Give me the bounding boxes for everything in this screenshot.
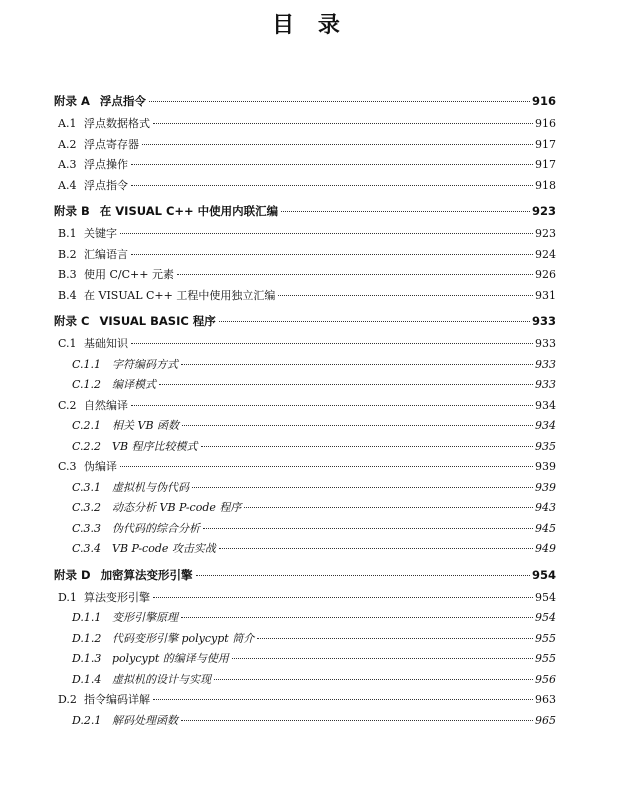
- toc-section-entry[interactable]: [0, 520, 620, 541]
- toc-entry-label: [58, 458, 117, 474]
- dot-leader: [257, 638, 533, 639]
- toc-entry-label: [72, 540, 216, 556]
- toc-entry-label: [58, 266, 174, 282]
- dot-leader: [196, 575, 530, 576]
- toc-entry-title: 字符编码方式: [112, 357, 178, 371]
- toc-page-number: 917: [535, 137, 556, 151]
- toc-entry-number: C.3.4: [72, 542, 102, 555]
- toc-page-number: 935: [535, 439, 556, 453]
- toc-page-number: 933: [535, 337, 556, 350]
- toc-entry-title: VB 程序比较模式: [112, 439, 198, 453]
- toc-entry-title: 在 VISUAL C++ 中使用内联汇编: [99, 204, 279, 218]
- page-title: 目 录: [272, 13, 348, 38]
- toc-entry-title: 动态分析 VB P-code 程序: [112, 501, 242, 514]
- dot-leader: [120, 233, 533, 234]
- toc-section-entry[interactable]: [0, 397, 620, 418]
- toc-entry-number: D.1.3: [72, 652, 102, 665]
- dot-leader: [159, 384, 533, 385]
- toc-entry-label: [58, 691, 150, 707]
- toc-entry-number: C.1: [58, 337, 77, 350]
- dot-leader: [219, 321, 530, 322]
- toc-entry-number: C.1.2: [72, 378, 102, 391]
- toc-entry-number: 附录 A: [54, 94, 90, 108]
- dot-leader: [281, 211, 530, 212]
- toc-page-number: 926: [535, 268, 556, 281]
- toc-section-entry[interactable]: [0, 266, 620, 287]
- toc-section-entry[interactable]: [0, 650, 620, 671]
- toc-section-entry[interactable]: [0, 499, 620, 520]
- toc-page-number: 934: [535, 419, 556, 432]
- toc-entry-title: 关键字: [84, 227, 117, 240]
- toc-page-number: 965: [535, 713, 556, 727]
- toc-entry-title: 自然编译: [84, 398, 128, 412]
- toc-entry-label: [72, 630, 254, 646]
- toc-entry-number: A.3: [58, 158, 77, 171]
- toc-chapter-entry[interactable]: [0, 203, 620, 225]
- toc-page-number: 923: [531, 204, 556, 218]
- toc-entry-number: C.3.2: [72, 501, 102, 514]
- toc-page-number: 956: [535, 672, 556, 686]
- toc-page-number: 954: [535, 590, 556, 604]
- toc-entry-label: [58, 225, 117, 241]
- toc-page-number: 916: [535, 117, 556, 130]
- toc-section-entry[interactable]: [0, 177, 620, 198]
- dot-leader: [181, 617, 533, 618]
- toc-entry-title: 伪代码的综合分析: [112, 521, 200, 535]
- toc-entry-label: [72, 499, 241, 515]
- toc-section-entry[interactable]: [0, 691, 620, 712]
- toc-entry-number: D.2.1: [72, 713, 102, 727]
- toc-entry-label: [58, 246, 128, 262]
- toc-entry-number: D.1.2: [72, 631, 102, 645]
- toc-entry-number: C.3.1: [72, 480, 102, 494]
- toc-entry-number: A.2: [58, 137, 77, 151]
- toc-entry-title: 浮点寄存器: [84, 137, 139, 151]
- toc-entry-title: 在 VISUAL C++ 工程中使用独立汇编: [84, 288, 276, 302]
- dot-leader: [131, 254, 533, 255]
- toc-entry-title: 虚拟机的设计与实现: [112, 672, 211, 686]
- toc-section-entry[interactable]: [0, 671, 620, 692]
- toc-entry-label: [58, 115, 150, 131]
- toc-entry-title: 浮点数据格式: [84, 117, 150, 130]
- dot-leader: [153, 699, 533, 700]
- toc-entry-number: C.3: [58, 460, 77, 473]
- toc-entry-label: [72, 376, 156, 392]
- toc-entry-number: D.1.4: [72, 672, 102, 686]
- dot-leader: [203, 528, 533, 529]
- toc-entry-label: [58, 287, 275, 303]
- toc-entry-title: VB P-code 攻击实战: [112, 542, 216, 555]
- toc-entry-title: 浮点指令: [84, 178, 128, 192]
- toc-entry-title: 编译模式: [112, 378, 156, 391]
- toc-entry-label: [54, 567, 193, 583]
- toc-section-entry[interactable]: [0, 479, 620, 500]
- toc-page-number: 933: [531, 314, 556, 328]
- toc-entry-number: A.4: [58, 178, 77, 192]
- dot-leader: [182, 425, 533, 426]
- dot-leader: [278, 295, 533, 296]
- toc-entry-number: C.2: [58, 398, 77, 412]
- toc-entry-label: [58, 397, 128, 413]
- toc-section-entry[interactable]: [0, 376, 620, 397]
- dot-leader: [142, 144, 533, 145]
- toc-page-number: 917: [535, 158, 556, 171]
- dot-leader: [153, 123, 533, 124]
- toc-page-number: 955: [535, 652, 556, 665]
- toc-entry-number: D.2: [58, 693, 77, 706]
- dot-leader: [149, 101, 530, 102]
- toc-entry-title: 相关 VB 函数: [112, 419, 180, 432]
- dot-leader: [177, 274, 533, 275]
- toc-entry-label: [54, 203, 278, 219]
- toc-entry-label: [72, 438, 198, 454]
- toc-entry-title: 指令编码详解: [84, 693, 150, 706]
- toc-page-number: 939: [535, 460, 556, 473]
- dot-leader: [120, 466, 533, 467]
- toc-section-entry[interactable]: [0, 246, 620, 267]
- toc-entry-label: [72, 417, 179, 433]
- toc-entry-number: 附录 D: [54, 567, 91, 582]
- toc-entry-number: 附录 B: [54, 204, 90, 218]
- toc-page-number: 955: [535, 631, 556, 645]
- toc-entry-number: D.1: [58, 590, 77, 604]
- toc-entry-title: 代码变形引擎 polycypt 简介: [112, 631, 255, 645]
- toc-page-number: 923: [535, 227, 556, 240]
- toc-entry-number: B.2: [58, 247, 77, 261]
- toc-entry-number: D.1.1: [72, 611, 102, 624]
- toc-entry-label: [58, 335, 128, 351]
- toc-entry-label: [72, 520, 200, 536]
- toc-entry-title: 基础知识: [84, 337, 128, 350]
- toc-entry-title: 使用 C/C++ 元素: [84, 268, 174, 281]
- dot-leader: [244, 507, 533, 508]
- toc-entry-label: [58, 177, 128, 193]
- toc-entry-label: [58, 156, 128, 172]
- toc-entry-number: C.3.3: [72, 521, 102, 535]
- dot-leader: [131, 405, 533, 406]
- toc-section-entry[interactable]: [0, 115, 620, 136]
- toc-entry-title: 伪编译: [84, 460, 117, 473]
- toc-entry-title: 虚拟机与伪代码: [112, 480, 189, 494]
- toc-entry-number: A.1: [58, 117, 77, 130]
- toc-entry-title: 汇编语言: [84, 247, 128, 261]
- toc-entry-title: 浮点操作: [84, 158, 128, 171]
- toc-entry-title: 加密算法变形引擎: [100, 567, 193, 582]
- toc-entry-label: [58, 136, 139, 152]
- toc-entry-label: [72, 712, 178, 728]
- toc-page-number: 924: [535, 247, 556, 261]
- dot-leader: [181, 720, 533, 721]
- toc-section-entry[interactable]: [0, 458, 620, 479]
- toc-entry-label: [72, 671, 211, 687]
- toc-section-entry[interactable]: [0, 136, 620, 157]
- toc-section-entry[interactable]: [0, 438, 620, 459]
- dot-leader: [131, 164, 533, 165]
- toc-section-entry[interactable]: [0, 589, 620, 610]
- dot-leader: [181, 364, 533, 365]
- toc-entry-label: [72, 609, 178, 625]
- toc-section-entry[interactable]: [0, 156, 620, 177]
- toc-section-entry[interactable]: [0, 540, 620, 561]
- toc-entry-number: B.3: [58, 268, 77, 281]
- toc-page-number: 954: [535, 611, 556, 624]
- toc-page-number: 934: [535, 398, 556, 412]
- toc-entry-label: [72, 479, 189, 495]
- toc-entry-title: 算法变形引擎: [84, 590, 150, 604]
- toc-entry-label: [58, 589, 150, 605]
- toc-section-entry[interactable]: [0, 609, 620, 630]
- toc-entry-number: C.1.1: [72, 357, 102, 371]
- toc-section-entry[interactable]: [0, 712, 620, 733]
- toc-entry-label: [72, 356, 178, 372]
- toc-page-number: 949: [535, 542, 556, 555]
- toc-chapter-entry[interactable]: [0, 93, 620, 115]
- toc-entry-number: 附录 C: [54, 314, 90, 328]
- toc-page-number: 916: [531, 94, 556, 108]
- toc-page-number: 939: [535, 480, 556, 494]
- toc-section-entry[interactable]: [0, 287, 620, 308]
- toc-page-number: 945: [535, 521, 556, 535]
- toc-entry-title: polycypt 的编译与使用: [112, 652, 229, 665]
- dot-leader: [214, 679, 533, 680]
- toc-section-entry[interactable]: [0, 630, 620, 651]
- toc-entry-number: C.2.1: [72, 419, 102, 432]
- toc-entry-label: [54, 93, 146, 109]
- toc-entry-number: C.2.2: [72, 439, 102, 453]
- dot-leader: [131, 343, 533, 344]
- toc-section-entry[interactable]: [0, 225, 620, 246]
- toc-page-number: 963: [535, 693, 556, 706]
- table-of-contents: [0, 93, 620, 732]
- dot-leader: [232, 658, 533, 659]
- toc-page-number: 954: [531, 567, 556, 582]
- dot-leader: [201, 446, 533, 447]
- toc-section-entry[interactable]: [0, 335, 620, 356]
- toc-chapter-entry[interactable]: [0, 567, 620, 589]
- toc-page-number: 933: [535, 378, 556, 391]
- toc-entry-title: 浮点指令: [99, 94, 146, 108]
- toc-page-number: 943: [535, 501, 556, 514]
- dot-leader: [153, 597, 533, 598]
- toc-page-number: 918: [535, 178, 556, 192]
- toc-page-number: 931: [535, 288, 556, 302]
- toc-page-number: 933: [535, 357, 556, 371]
- toc-section-entry[interactable]: [0, 356, 620, 377]
- toc-entry-number: B.1: [58, 227, 77, 240]
- toc-entry-label: [54, 313, 216, 329]
- toc-entry-title: VISUAL BASIC 程序: [99, 314, 216, 328]
- toc-entry-title: 变形引擎原理: [112, 611, 178, 624]
- dot-leader: [219, 548, 533, 549]
- dot-leader: [192, 487, 533, 488]
- toc-section-entry[interactable]: [0, 417, 620, 438]
- toc-entry-title: 解码处理函数: [112, 713, 178, 727]
- toc-entry-number: B.4: [58, 288, 77, 302]
- toc-chapter-entry[interactable]: [0, 313, 620, 335]
- toc-entry-label: [72, 650, 229, 666]
- dot-leader: [131, 185, 533, 186]
